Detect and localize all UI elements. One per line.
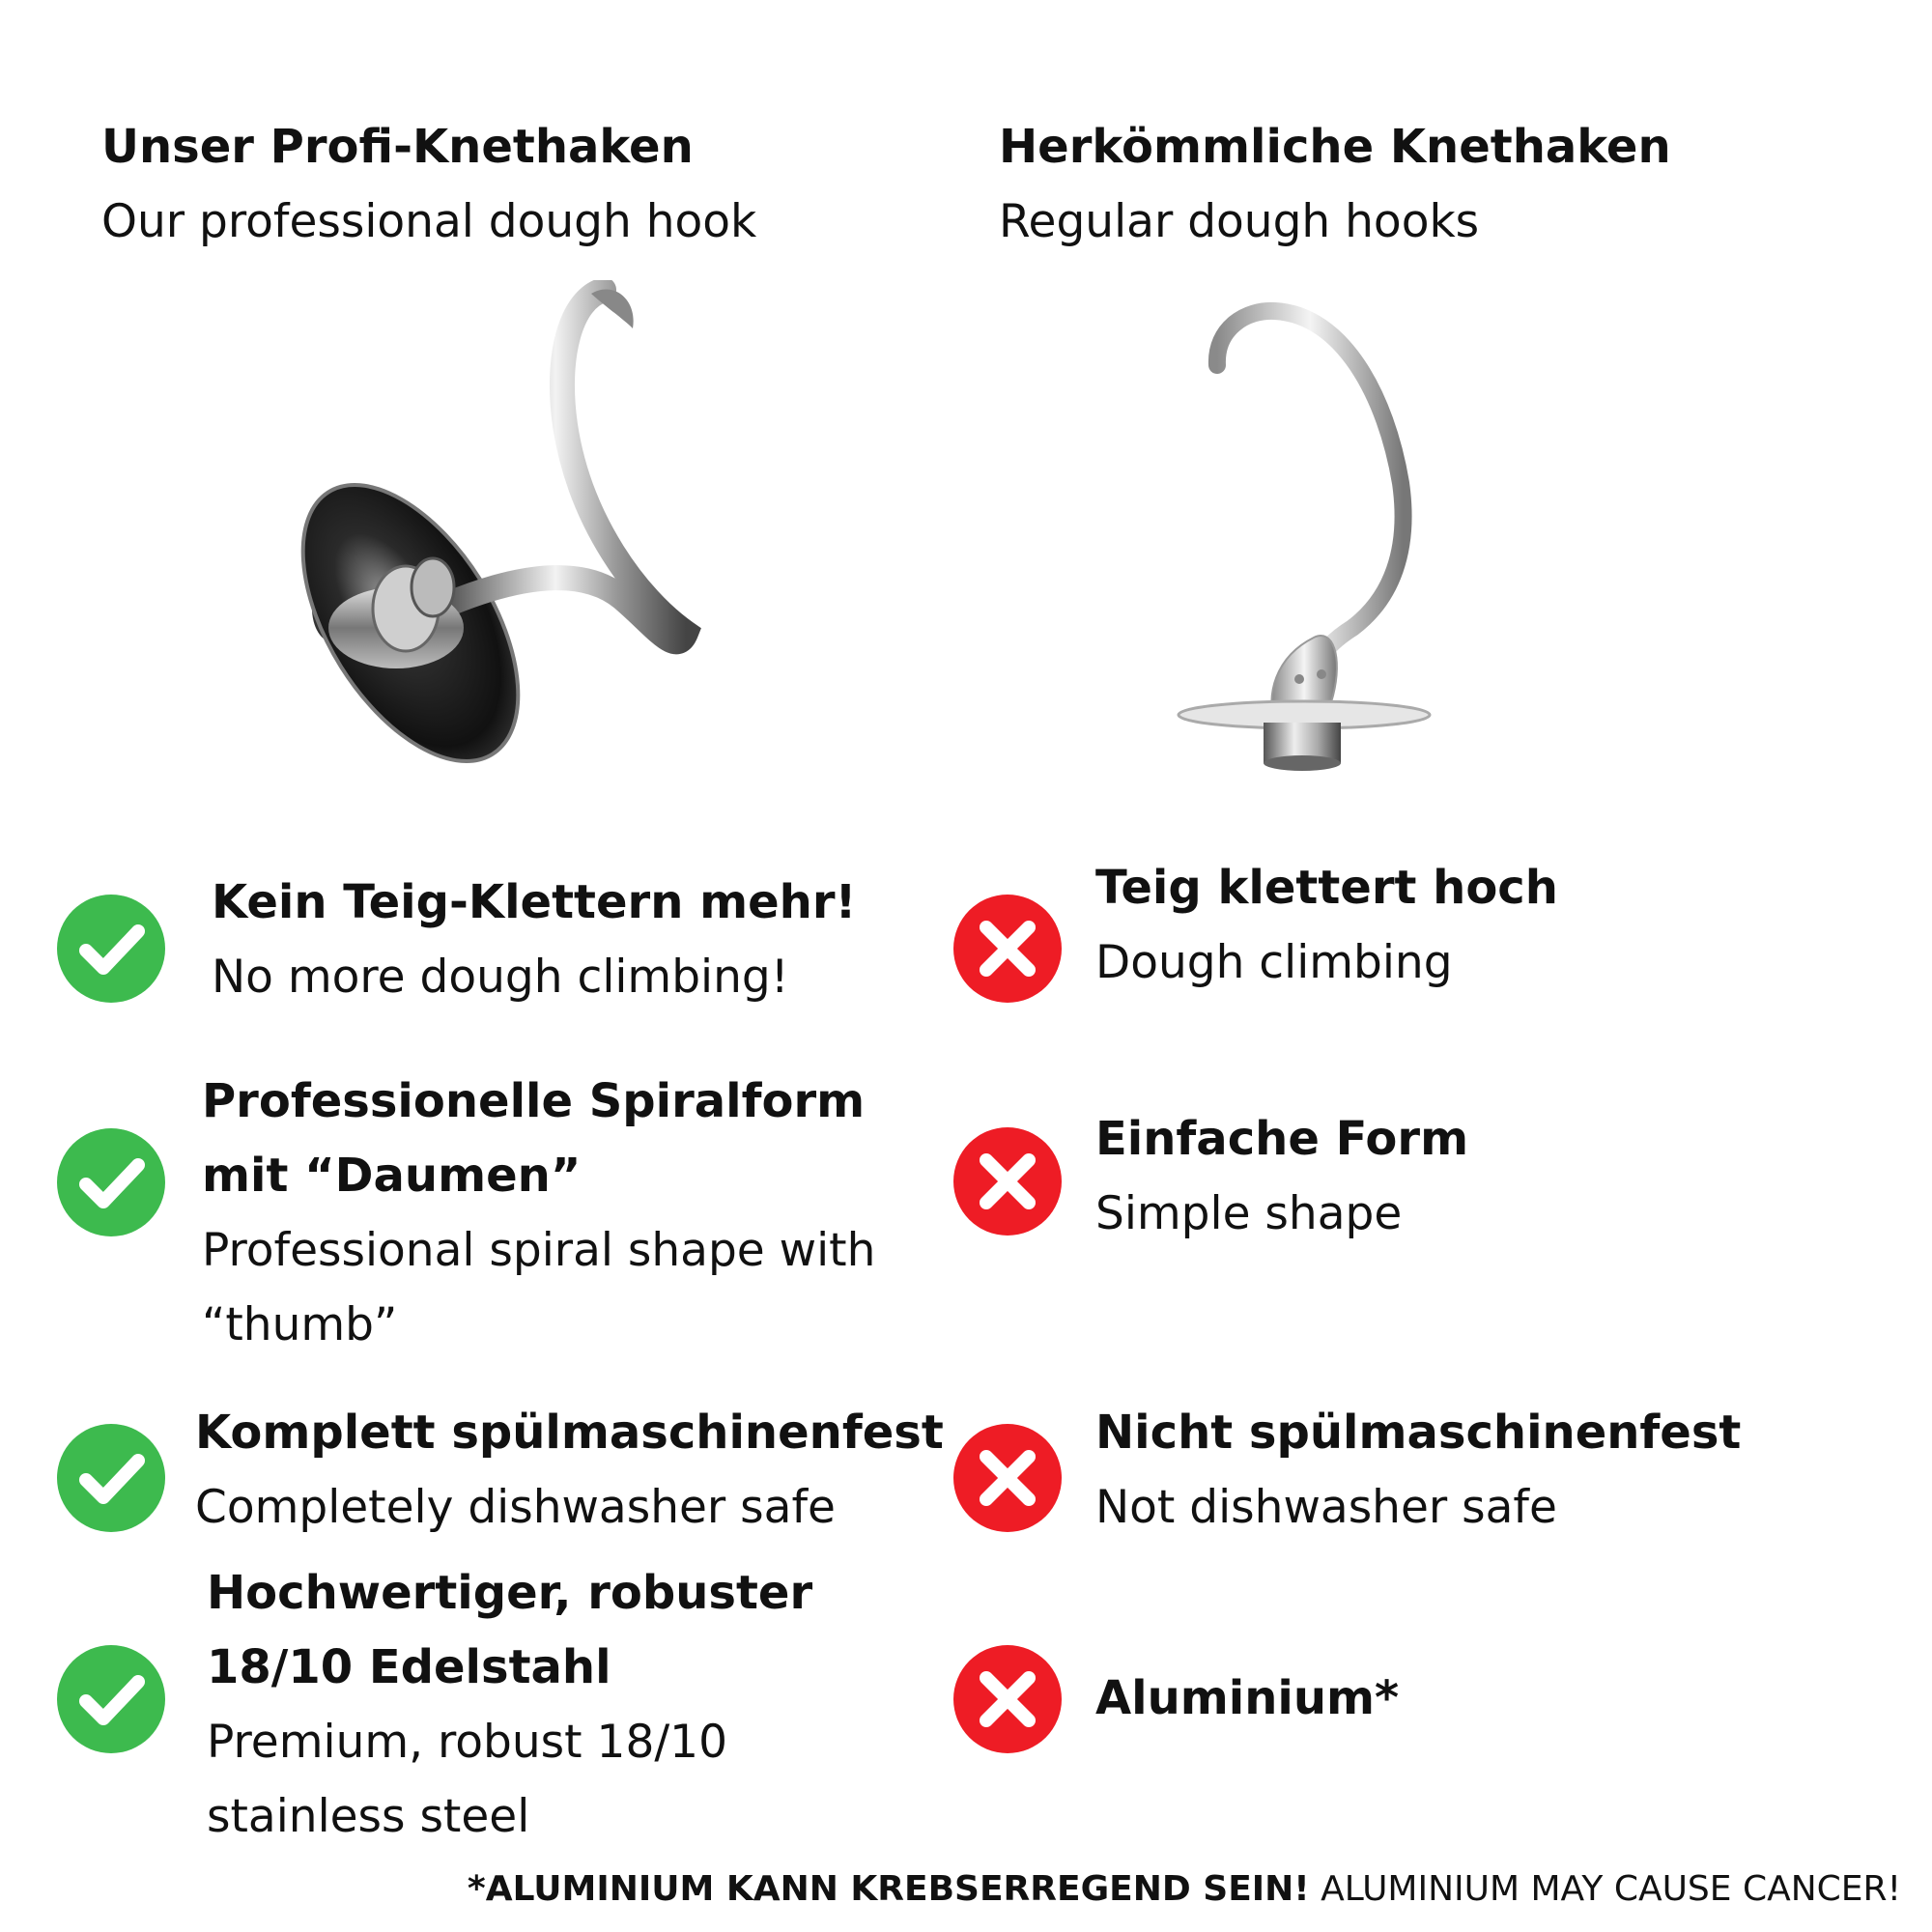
feature-climbing-de: Teig klettert hoch (1095, 861, 1558, 915)
feature-steel-de-line1: Hochwertiger, robuster (207, 1566, 813, 1620)
feature-spiral-de-line1: Professionelle Spiralform (202, 1074, 866, 1128)
feature-steel-en-line1: Premium, robust 18/10 (207, 1716, 727, 1769)
x-circle-icon (953, 895, 1062, 1003)
feature-not-dishwasher-de: Nicht spülmaschinenfest (1095, 1406, 1742, 1460)
footnote-normal: ALUMINIUM MAY CAUSE CANCER! (1309, 1869, 1901, 1909)
feature-steel-en-line2: stainless steel (207, 1790, 530, 1843)
feature-no-climbing-de: Kein Teig-Klettern mehr! (212, 875, 857, 929)
check-circle-icon (57, 1128, 165, 1236)
feature-not-dishwasher-en: Not dishwasher safe (1095, 1481, 1557, 1534)
feature-spiral-de-line2: mit “Daumen” (202, 1149, 582, 1203)
check-circle-icon (57, 895, 165, 1003)
feature-dishwasher-en: Completely dishwasher safe (195, 1481, 836, 1534)
left-column-subtitle: Our professional dough hook (101, 195, 757, 248)
feature-spiral-en-line1: Professional spiral shape with (202, 1224, 876, 1277)
regular-dough-hook-image (1169, 290, 1478, 782)
check-circle-icon (57, 1645, 165, 1753)
x-circle-icon (953, 1645, 1062, 1753)
feature-spiral-en-line2: “thumb” (202, 1298, 398, 1351)
x-circle-icon (953, 1127, 1062, 1236)
right-column-subtitle: Regular dough hooks (999, 195, 1480, 248)
feature-dishwasher-de: Komplett spülmaschinenfest (195, 1406, 944, 1460)
feature-simple-shape-en: Simple shape (1095, 1187, 1403, 1240)
feature-no-climbing-en: No more dough climbing! (212, 951, 789, 1004)
check-circle-icon (57, 1424, 165, 1532)
right-column-title: Herkömmliche Knethaken (999, 120, 1671, 174)
feature-climbing-en: Dough climbing (1095, 936, 1453, 989)
x-circle-icon (953, 1424, 1062, 1532)
aluminium-footnote (468, 1869, 1901, 1909)
professional-dough-hook-image (242, 280, 705, 802)
feature-aluminium: Aluminium* (1095, 1671, 1400, 1725)
feature-steel-de-line2: 18/10 Edelstahl (207, 1640, 611, 1694)
feature-simple-shape-de: Einfache Form (1095, 1112, 1469, 1166)
footnote-bold: *ALUMINIUM KANN KREBSERREGEND SEIN! (467, 1869, 1310, 1909)
left-column-title: Unser Profi-Knethaken (101, 120, 694, 174)
